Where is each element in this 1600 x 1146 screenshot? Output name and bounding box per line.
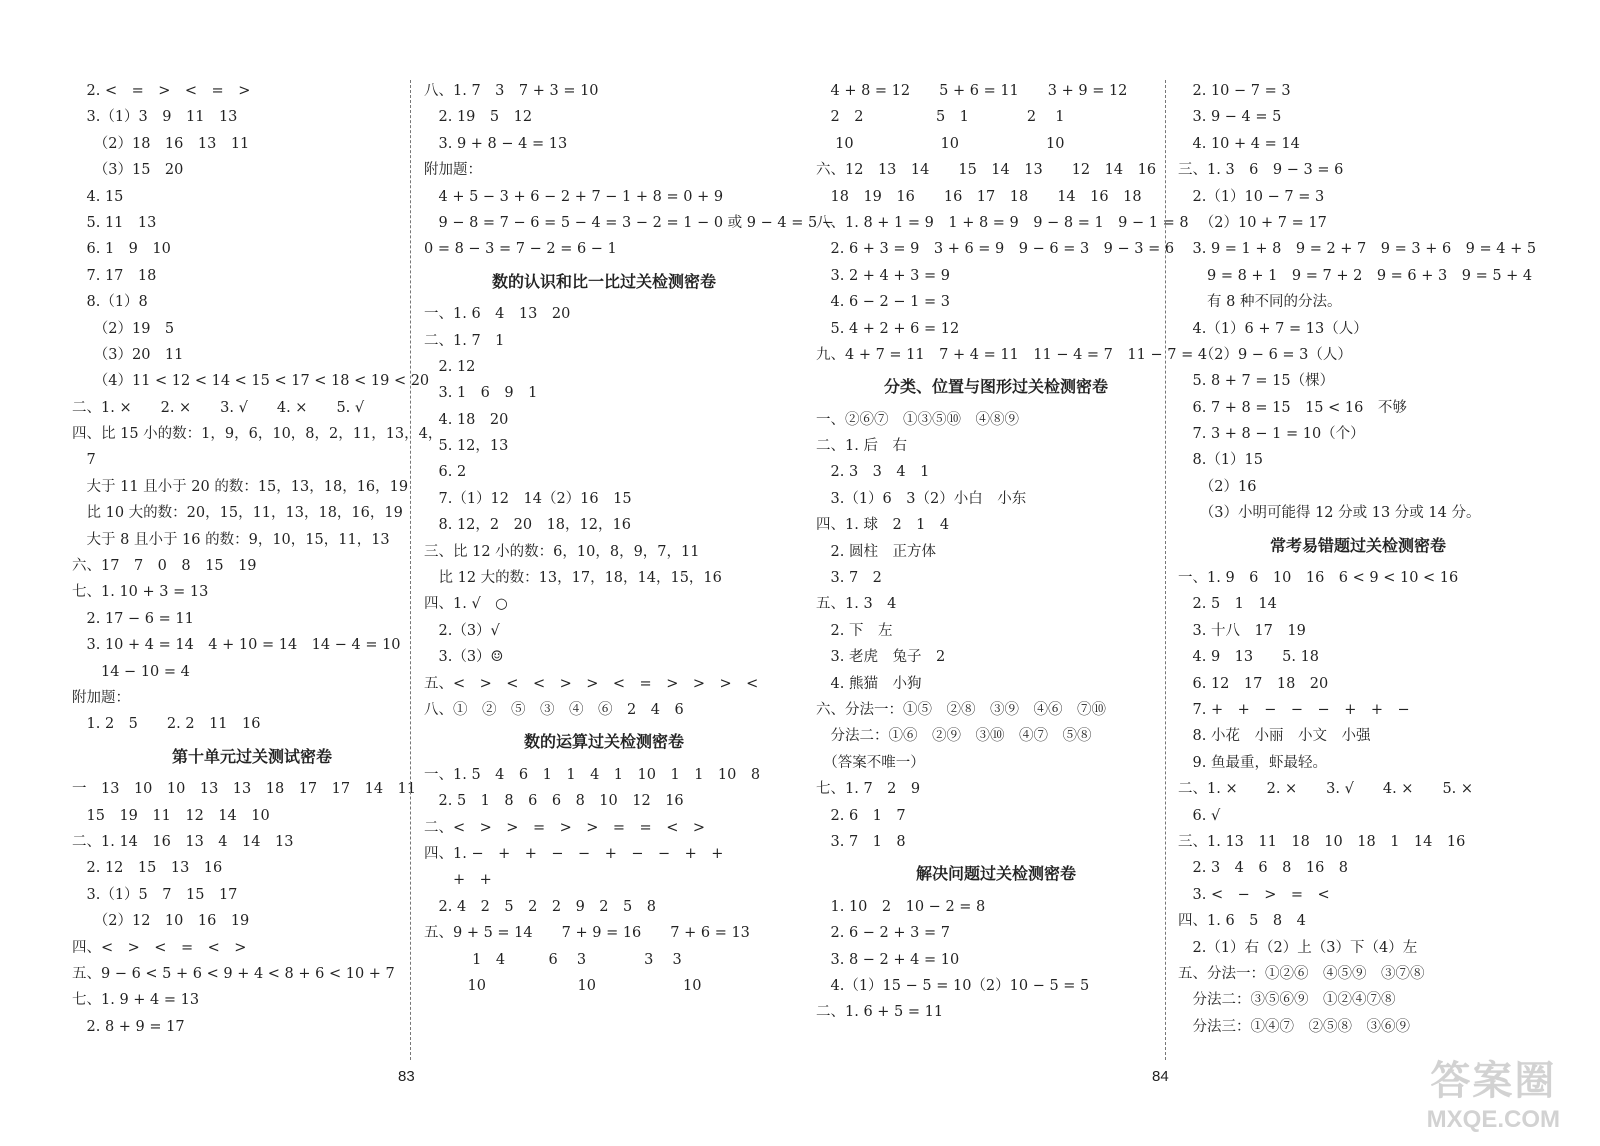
answer-line: 9 = 8 + 1 9 = 7 + 2 9 = 6 + 3 9 = 5 + 4	[1178, 267, 1533, 284]
answer-line: 2. 17 − 6 = 11	[72, 610, 194, 627]
answer-line: 6. 7 + 8 = 15 15 < 16 不够	[1178, 399, 1407, 416]
answer-block	[816, 894, 1176, 1026]
answer-line: 4. 15	[72, 188, 124, 205]
answer-line: 九、4 + 7 = 11 7 + 4 = 11 11 − 4 = 7 11 − 7 = 4	[816, 346, 1208, 363]
answer-line: 3. 老虎 兔子 2	[816, 649, 946, 666]
answer-line: 8.（1）8	[72, 294, 148, 311]
answer-line: 2. 4 2 5 2 2 9 2 5 8	[424, 898, 656, 915]
answer-line: 二、1. 14 16 13 4 14 13	[72, 833, 294, 850]
column-divider	[1165, 80, 1166, 1060]
answer-line: 2. 圆柱 正方体	[816, 543, 936, 560]
section-title: 解决问题过关检测密卷	[915, 864, 1076, 884]
answer-line: 六、分法一：①⑤ ②⑧ ③⑨ ④⑥ ⑦⑩	[816, 701, 1106, 718]
answer-line: （3）15 20	[72, 162, 184, 179]
answer-line: 2. 6 − 2 + 3 = 7	[816, 925, 950, 942]
answer-line: 3. < − > = <	[1178, 886, 1330, 903]
answer-block	[1178, 565, 1538, 1040]
answer-line: （3）20 11	[72, 346, 184, 363]
answer-line: 1. 10 2 10 − 2 = 8	[816, 898, 986, 915]
answer-line: 四、比 15 小的数：1，9，6，10，8，2，11，13，4，	[72, 426, 443, 443]
page-number-right: 84	[1152, 1068, 1169, 1085]
answer-line: 一、1. 9 6 10 16 6 < 9 < 10 < 16	[1178, 570, 1459, 587]
watermark-line1: 答案圈	[1430, 1059, 1557, 1103]
answer-line: （2）16	[1178, 478, 1257, 495]
answer-line: 8. 小花 小丽 小文 小强	[1178, 728, 1371, 745]
column-divider	[410, 80, 411, 1060]
answer-line: 四、1. √ ○	[424, 596, 508, 613]
answer-line: 四、1. 球 2 1 4	[816, 517, 950, 534]
answer-line: 2.（1）右（2）上（3）下（4）左	[1178, 939, 1418, 956]
section-title: 数的运算过关检测密卷	[523, 732, 684, 752]
answer-line: 3.（1）3 9 11 13	[72, 109, 238, 126]
answer-line: 3. 2 + 4 + 3 = 9	[816, 267, 950, 284]
answer-line: 六、12 13 14 15 14 13 12 14 16	[816, 162, 1157, 179]
section-title: 第十单元过关测试密卷	[171, 746, 332, 766]
answer-line: 4 + 5 − 3 + 6 − 2 + 7 − 1 + 8 = 0 + 9	[424, 188, 724, 205]
answer-line: 8.（1）15	[1178, 452, 1264, 469]
answer-line: 7	[72, 452, 96, 469]
answer-line: 6. √	[1178, 807, 1221, 824]
answer-line: 14 − 10 = 4	[72, 663, 190, 680]
answer-line: 3. 7 1 8	[816, 833, 906, 850]
answer-line: 7. 3 + 8 − 1 = 10（个）	[1178, 426, 1365, 443]
answer-line: 三、比 12 小的数：6，10，8，9，7，11	[424, 543, 700, 560]
answer-line: 9 − 8 = 7 − 6 = 5 − 4 = 3 − 2 = 1 − 0 或 9 − 4 = 5 −	[424, 214, 834, 231]
answer-line: （3）小明可能得 12 分或 13 分或 14 分。	[1178, 505, 1481, 522]
answer-line: 5. 4 + 2 + 6 = 12	[816, 320, 960, 337]
answer-block	[1178, 78, 1538, 527]
answer-line: 二、1. 6 + 5 = 11	[816, 1004, 944, 1021]
answer-line: 比 12 大的数：13，17，18，14，15，16	[424, 570, 722, 587]
answer-line: 附加题：	[424, 162, 482, 179]
answer-line: 一、1. 5 4 6 1 1 4 1 10 1 1 10 8	[424, 766, 761, 783]
answer-block	[816, 78, 1208, 368]
answer-line: 2. 8 + 9 = 17	[72, 1018, 185, 1035]
section-title: 数的认识和比一比过关检测密卷	[491, 271, 716, 291]
answer-line: 7. 17 18	[72, 267, 157, 284]
answer-line: 4 + 8 = 12 5 + 6 = 11 3 + 9 = 12	[816, 83, 1128, 99]
answer-line: 五、< > < < > > < = > > > <	[424, 675, 759, 692]
answer-block	[816, 407, 1176, 856]
answer-line: 五、分法一：①②⑥ ④⑤⑨ ③⑦⑧	[1178, 965, 1425, 982]
answer-line: 3.（3）☺	[424, 649, 504, 666]
answer-line: 二、1. 7 1	[424, 332, 505, 349]
answer-line: 4. 18 20	[424, 411, 509, 428]
answer-line: （4）11 < 12 < 14 < 15 < 17 < 18 < 19 < 20	[72, 373, 430, 390]
answer-line: 五、1. 3 4	[816, 596, 897, 613]
answer-line: 分法二：③⑤⑥⑨ ①②④⑦⑧	[1178, 992, 1396, 1009]
answer-line: 2. 19 5 12	[424, 109, 533, 126]
answer-line: 四、1. − + + − − + − − + +	[424, 845, 724, 862]
answer-line: 二、1. × 2. × 3. √ 4. × 5. ×	[1178, 781, 1474, 798]
answer-block	[424, 301, 784, 723]
answer-line: 附加题：	[72, 689, 130, 706]
answer-line: 6. 1 9 10	[72, 241, 171, 258]
answer-line: 2. 12	[424, 358, 476, 375]
answer-line: 2. < = > < = >	[72, 83, 251, 99]
answer-line: 有 8 种不同的分法。	[1178, 294, 1342, 311]
answer-line: 大于 8 且小于 16 的数：9，10，15，11，13	[72, 531, 390, 548]
answer-line: （2）18 16 13 11	[72, 135, 250, 152]
answer-line: 5. 8 + 7 = 15（棵）	[1178, 373, 1335, 390]
answer-line: 15 19 11 12 14 10	[72, 807, 270, 824]
answer-line: 3. 9 + 8 − 4 = 13	[424, 135, 568, 152]
answer-line: 10 10 10	[424, 977, 702, 994]
page-number-left: 83	[398, 1068, 415, 1085]
answer-line: 2. 下 左	[816, 622, 893, 639]
answer-line: 3. 9 − 4 = 5	[1178, 109, 1282, 126]
answer-line: 二、< > > = > > = = < >	[424, 819, 705, 836]
answer-line: 三、1. 13 11 18 10 18 1 14 16	[1178, 833, 1466, 850]
answer-line: 3. 8 − 2 + 4 = 10	[816, 951, 960, 968]
answer-line: 五、9 + 5 = 14 7 + 9 = 16 7 + 6 = 13	[424, 925, 750, 942]
answer-line: （2）9 − 6 = 3（人）	[1178, 346, 1352, 363]
answer-block	[424, 762, 784, 1000]
answer-line: 2. 3 4 6 8 16 8	[1178, 860, 1349, 877]
answer-line: 0 = 8 − 3 = 7 − 2 = 6 − 1	[424, 241, 617, 258]
answer-line: 3. 7 2	[816, 570, 882, 587]
answer-line: 10 10 10	[816, 135, 1065, 152]
answer-line: 大于 11 且小于 20 的数：15，13，18，16，19	[72, 478, 409, 495]
answer-line: 2. 10 − 7 = 3	[1178, 83, 1291, 99]
answer-block	[72, 776, 432, 1040]
answer-line: 2.（3）√	[424, 622, 500, 639]
answer-line: 八、① ② ⑤ ③ ④ ⑥ 2 4 6	[424, 701, 684, 718]
answer-line: 四、1. 6 5 8 4	[1178, 913, 1306, 930]
answer-line: 3.（1）6 3（2）小白 小东	[816, 490, 1027, 507]
answer-line: 2. 12 15 13 16	[72, 860, 223, 877]
section-title: 分类、位置与图形过关检测密卷	[883, 377, 1108, 397]
answer-line: 8. 12，2 20 18，12，16	[424, 517, 631, 534]
answer-line: 五、9 − 6 < 5 + 6 < 9 + 4 < 8 + 6 < 10 + 7	[72, 965, 395, 982]
answer-line: 七、1. 10 + 3 = 13	[72, 584, 209, 601]
section-title: 常考易错题过关检测密卷	[1269, 535, 1446, 555]
answer-line: 3. 十八 17 19	[1178, 622, 1306, 639]
answer-line: 2. 6 1 7	[816, 807, 906, 824]
answer-line: 5. 11 13	[72, 214, 157, 231]
watermark-line2: MXQE.COM	[1426, 1106, 1560, 1133]
answer-line: 六、17 7 0 8 15 19	[72, 558, 257, 575]
answer-line: 2. 6 + 3 = 9 3 + 6 = 9 9 − 6 = 3 9 − 3 = 6	[816, 241, 1175, 258]
column-3	[816, 78, 1208, 1026]
answer-line: 9. 鱼最重，虾最轻。	[1178, 754, 1327, 771]
answer-line: 一、1. 6 4 13 20	[424, 306, 571, 323]
answer-line: 3. 9 = 1 + 8 9 = 2 + 7 9 = 3 + 6 9 = 4 + 5	[1178, 241, 1537, 258]
answer-block	[424, 78, 834, 263]
answer-line: （答案不唯一）	[816, 754, 925, 771]
answer-line: 2. 5 1 14	[1178, 596, 1277, 613]
answer-line: 一 13 10 10 13 13 18 17 17 14 11	[72, 781, 417, 798]
answer-line: 5. 12，13	[424, 438, 509, 455]
answer-line: 八、1. 7 3 7 + 3 = 10	[424, 83, 599, 99]
answer-line: 2. 3 3 4 1	[816, 464, 930, 481]
column-4	[1178, 78, 1538, 1040]
answer-line: 八、1. 8 + 1 = 9 1 + 8 = 9 9 − 8 = 1 9 − 1 = 8	[816, 214, 1189, 231]
answer-line: 3.（1）5 7 15 17	[72, 886, 238, 903]
answer-line: 2 2 5 1 2 1	[816, 109, 1065, 126]
answer-block	[72, 78, 443, 738]
answer-line: 一、②⑥⑦ ①③⑤⑩ ④⑧⑨	[816, 411, 1019, 428]
answer-line: 18 19 16 16 17 18 14 16 18	[816, 188, 1142, 205]
answer-line: 四、< > < = < >	[72, 939, 247, 956]
answer-line: （2）10 + 7 = 17	[1178, 214, 1327, 231]
answer-line: 三、1. 3 6 9 − 3 = 6	[1178, 162, 1344, 179]
answer-line: 二、1. × 2. × 3. √ 4. × 5. √	[72, 399, 365, 416]
answer-line: 3. 1 6 9 1	[424, 385, 538, 402]
column-1	[72, 78, 443, 1040]
answer-line: 二、1. 后 右	[816, 438, 907, 455]
answer-line: 4. 6 − 2 − 1 = 3	[816, 294, 950, 311]
answer-line: 1. 2 5 2. 2 11 16	[72, 716, 261, 733]
answer-line: 1 4 6 3 3 3	[424, 951, 682, 968]
answer-line: 4.（1）15 − 5 = 10（2）10 − 5 = 5	[816, 977, 1090, 994]
answer-line: 4. 10 + 4 = 14	[1178, 135, 1300, 152]
answer-line: 2.（1）10 − 7 = 3	[1178, 188, 1325, 205]
answer-line: + +	[424, 872, 492, 889]
answer-line: （2）19 5	[72, 320, 175, 337]
watermark-logo	[1427, 1049, 1560, 1134]
answer-line: 6. 2	[424, 464, 467, 481]
answer-line: 4. 9 13 5. 18	[1178, 649, 1320, 666]
answer-line: 分法二：①⑥ ②⑨ ③⑩ ④⑦ ⑤⑧	[816, 728, 1092, 745]
column-2	[424, 78, 834, 999]
answer-line: （2）12 10 16 19	[72, 913, 250, 930]
answer-line: 分法三：①④⑦ ②⑤⑧ ③⑥⑨	[1178, 1018, 1410, 1035]
answer-line: 4.（1）6 + 7 = 13（人）	[1178, 320, 1368, 337]
answer-line: 七、1. 9 + 4 = 13	[72, 992, 200, 1009]
answer-line: 4. 熊猫 小狗	[816, 675, 922, 692]
answer-line: 6. 12 17 18 20	[1178, 675, 1329, 692]
answer-line: 七、1. 7 2 9	[816, 781, 921, 798]
answer-line: 7. + + − − − + + −	[1178, 701, 1410, 718]
answer-line: 7.（1）12 14（2）16 15	[424, 490, 632, 507]
answer-line: 比 10 大的数：20，15，11，13，18，16，19	[72, 505, 403, 522]
answer-line: 2. 5 1 8 6 6 8 10 12 16	[424, 793, 684, 810]
answer-line: 3. 10 + 4 = 14 4 + 10 = 14 14 − 4 = 10	[72, 637, 401, 654]
